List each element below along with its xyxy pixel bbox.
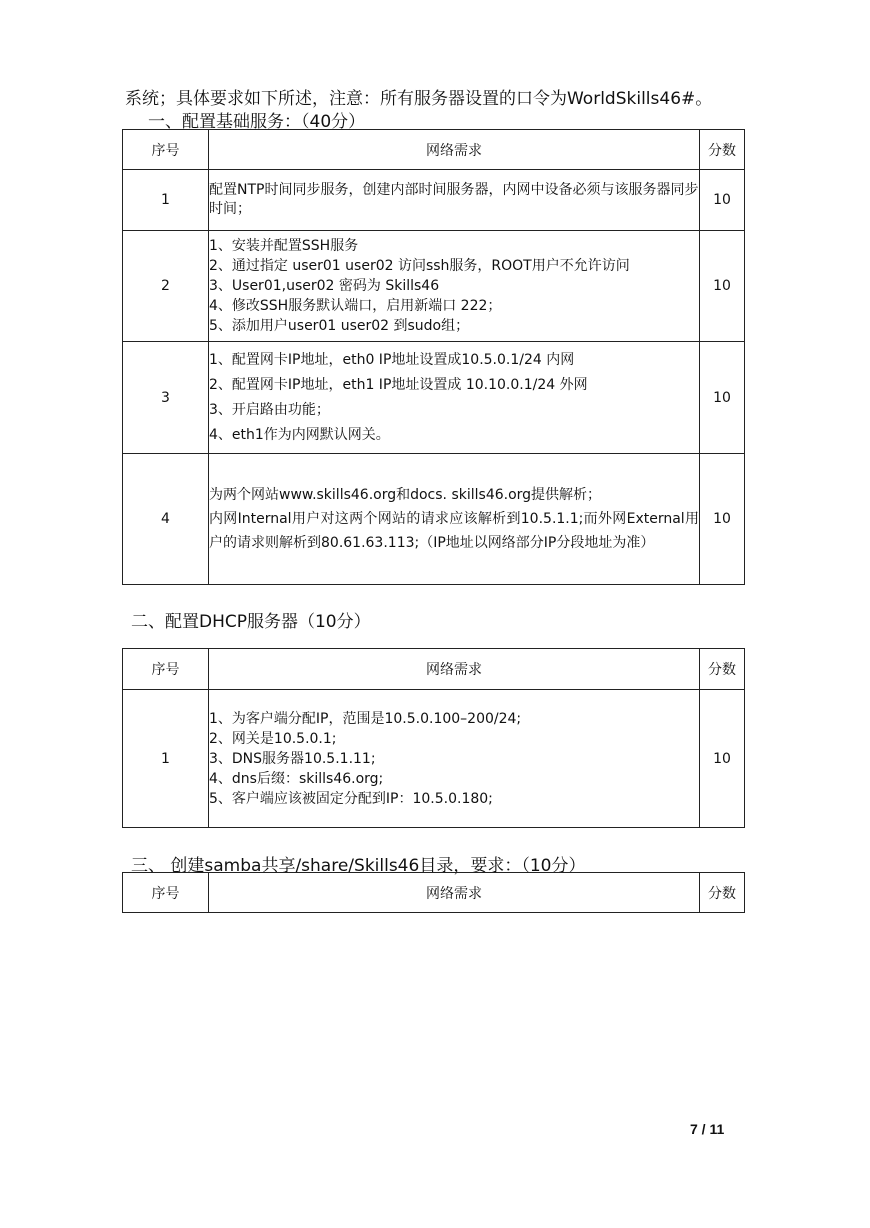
page-number: 7 / 11 — [690, 1121, 725, 1137]
row-score: 10 — [700, 231, 745, 342]
desc-line: 1、安装并配置SSH服务 — [209, 238, 359, 254]
row-no: 1 — [123, 170, 209, 231]
desc-line: 3、User01,user02 密码为 Skills46 — [209, 278, 440, 294]
header-no: 序号 — [123, 873, 209, 913]
intro-text: 系统；具体要求如下所述，注意：所有服务器设置的口令为WorldSkills46#。 — [125, 89, 713, 109]
desc-line: 4、eth1作为内网默认网关。 — [209, 426, 390, 443]
row-no: 3 — [123, 342, 209, 454]
header-score: 分数 — [700, 873, 745, 913]
row-no: 4 — [123, 454, 209, 585]
table-header-row — [123, 873, 745, 913]
row-no: 1 — [123, 690, 209, 828]
header-no: 序号 — [123, 130, 209, 170]
row-score: 10 — [700, 170, 745, 231]
desc-line: 3、DNS服务器10.5.1.11; — [209, 750, 376, 767]
row-no: 2 — [123, 231, 209, 342]
desc-line: 2、网关是10.5.0.1; — [209, 730, 337, 747]
desc-line: 5、添加用户user01 user02 到sudo组； — [209, 318, 470, 334]
header-no: 序号 — [123, 649, 209, 690]
row-desc — [209, 690, 700, 828]
desc-line: 3、开启路由功能； — [209, 401, 330, 418]
row-desc — [209, 342, 700, 454]
desc-line: 2、配置网卡IP地址，eth1 IP地址设置成 10.10.0.1/24 外网 — [209, 376, 588, 393]
desc-line: 1、为客户端分配IP，范围是10.5.0.100–200/24; — [209, 710, 522, 727]
section2-table — [122, 648, 745, 828]
desc-line: 1、配置网卡IP地址，eth0 IP地址设置成10.5.0.1/24 内网 — [209, 351, 575, 368]
table-row — [123, 690, 745, 828]
header-score: 分数 — [700, 130, 745, 170]
section1-table — [122, 129, 745, 585]
header-score: 分数 — [700, 649, 745, 690]
desc-line: 4、修改SSH服务默认端口，启用新端口 222； — [209, 298, 502, 314]
table-row — [123, 454, 745, 585]
row-desc — [209, 170, 700, 231]
desc-line: 5、客户端应该被固定分配到IP：10.5.0.180; — [209, 790, 493, 807]
table-header-row — [123, 649, 745, 690]
row-score: 10 — [700, 342, 745, 454]
table-row — [123, 231, 745, 342]
table-header-row — [123, 130, 745, 170]
section3-title: 三、 创建samba共享/share/Skills46目录，要求：（10分） — [131, 856, 586, 876]
row-score: 10 — [700, 690, 745, 828]
header-desc: 网络需求 — [209, 873, 700, 913]
desc-line: 2、通过指定 user01 user02 访问ssh服务，ROOT用户不允许访问 — [209, 258, 630, 274]
section2-title: 二、配置DHCP服务器（10分） — [131, 612, 371, 632]
table-row — [123, 170, 745, 231]
section1-title: 一、配置基础服务：（40分） — [148, 112, 366, 132]
row-desc — [209, 454, 700, 585]
table-row — [123, 342, 745, 454]
row-desc — [209, 231, 700, 342]
row-score: 10 — [700, 454, 745, 585]
desc-line: 为两个网站www.skills46.org和docs. skills46.org提供解析； — [209, 487, 602, 503]
desc-line: 配置NTP时间同步服务，创建内部时间服务器，内网中设备必须与该服务器同步时间； — [209, 182, 699, 217]
desc-line: 4、dns后缀：skills46.org; — [209, 770, 384, 787]
section3-table — [122, 872, 745, 913]
header-desc: 网络需求 — [209, 649, 700, 690]
desc-line: 内网Internal用户对这两个网站的请求应该解析到10.5.1.1;而外网External用户的请求则解析到80.61.63.113;（IP地址以网络部分IP分段地址为准） — [209, 511, 699, 551]
header-desc: 网络需求 — [209, 130, 700, 170]
